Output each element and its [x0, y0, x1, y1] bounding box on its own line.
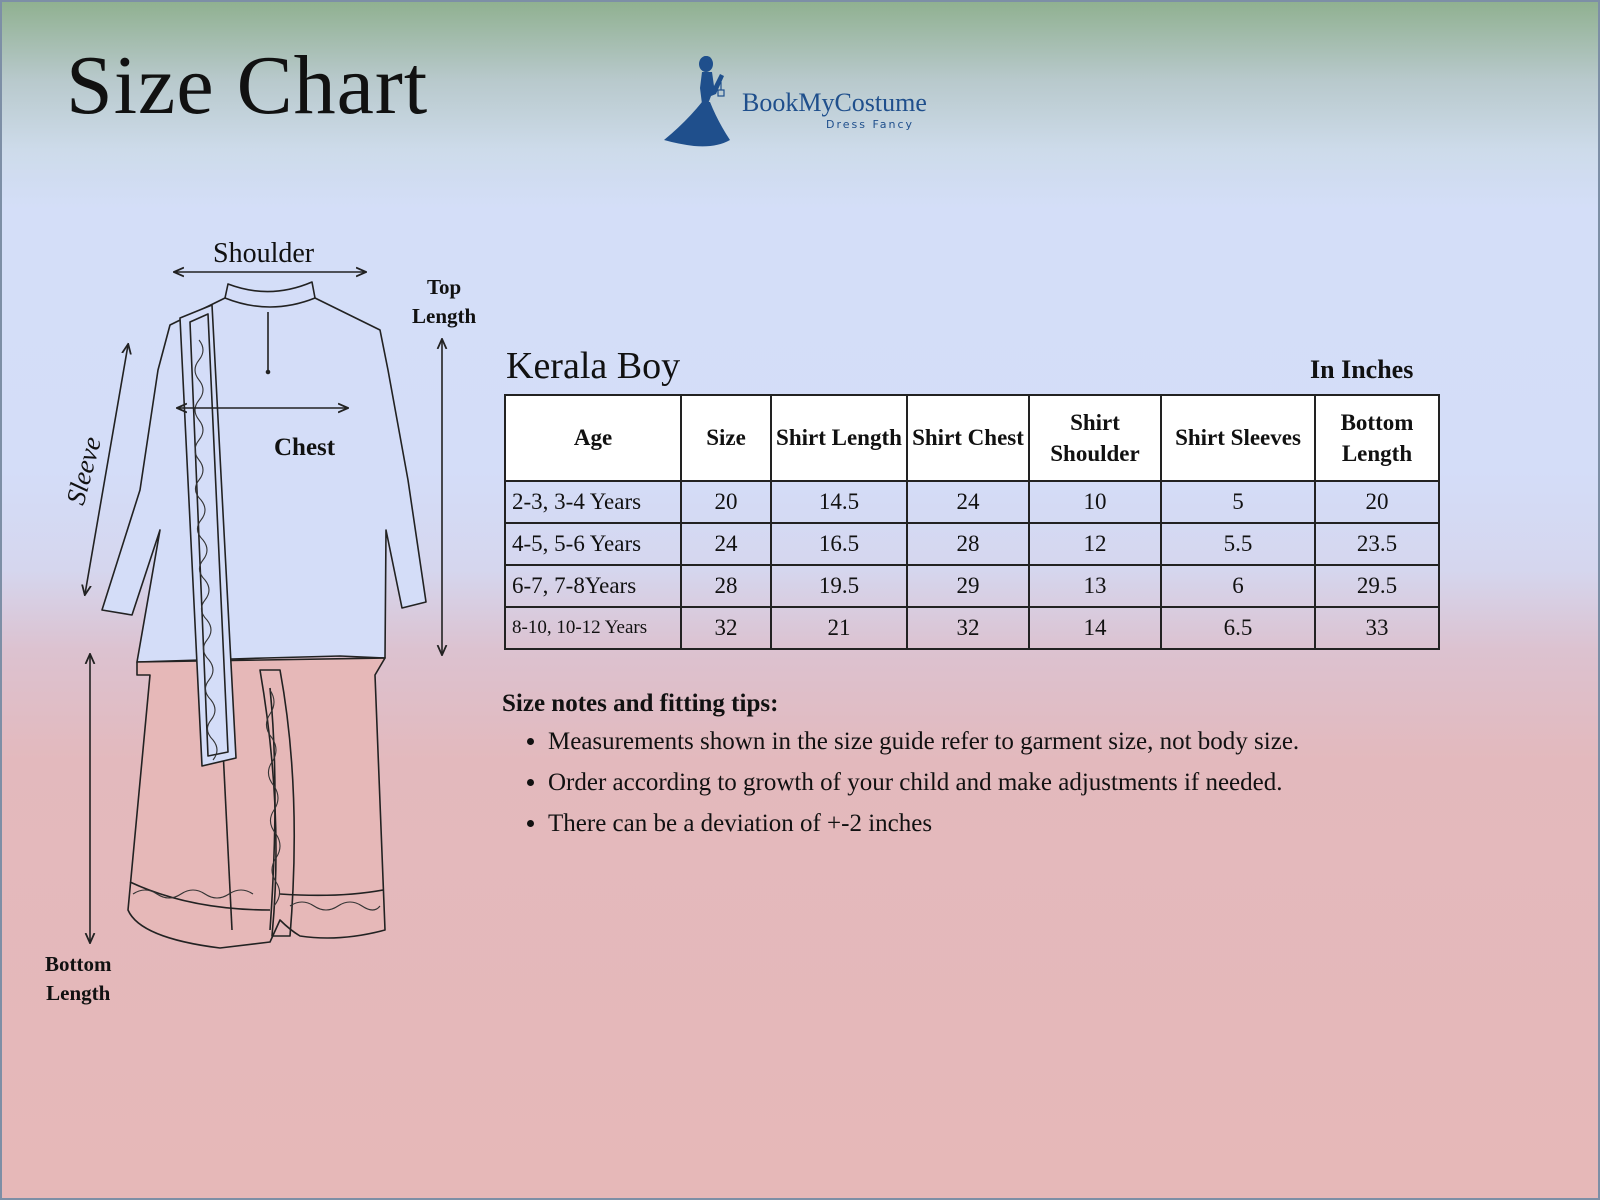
units-label: In Inches: [1310, 355, 1414, 384]
cell-shirt-sleeves: 6: [1161, 565, 1315, 607]
cell-shirt-chest: 24: [907, 481, 1029, 523]
cell-shirt-shoulder: 14: [1029, 607, 1161, 649]
notes-list: [502, 728, 1502, 838]
notes-heading: Size notes and fitting tips:: [502, 690, 779, 717]
top-length-label: Top Length: [412, 275, 477, 329]
size-table: [504, 394, 1440, 650]
cell-bottom-length: 20: [1315, 481, 1439, 523]
cell-shirt-shoulder: 10: [1029, 481, 1161, 523]
header-shirt-length: Shirt Length: [771, 395, 907, 481]
list-item: • Order according to growth of your child and make adjustments if needed.: [548, 769, 1502, 797]
kerala-boy-garment-diagram: [40, 230, 510, 1030]
cell-shirt-shoulder: 13: [1029, 565, 1161, 607]
bottom-length-label: Bottom Length: [45, 952, 112, 1006]
cell-shirt-length: 16.5: [771, 523, 907, 565]
cell-age: 8-10, 10-12 Years: [505, 607, 681, 649]
brand-tagline: Dress Fancy: [826, 118, 915, 131]
cell-bottom-length: 33: [1315, 607, 1439, 649]
cell-age: 6-7, 7-8Years: [505, 565, 681, 607]
brand-name: BookMyCostume: [742, 88, 927, 117]
cell-size: 32: [681, 607, 771, 649]
table-row: [505, 607, 1439, 649]
cell-shirt-shoulder: 12: [1029, 523, 1161, 565]
cell-shirt-chest: 28: [907, 523, 1029, 565]
cell-shirt-length: 14.5: [771, 481, 907, 523]
page-title: Size Chart: [66, 39, 429, 132]
cell-shirt-length: 21: [771, 607, 907, 649]
cell-size: 28: [681, 565, 771, 607]
cell-bottom-length: 23.5: [1315, 523, 1439, 565]
table-row: [505, 523, 1439, 565]
table-row: [505, 481, 1439, 523]
list-item: • There can be a deviation of +-2 inches: [548, 810, 1502, 838]
list-item: • Measurements shown in the size guide refer to garment size, not body size.: [548, 728, 1502, 756]
cell-shirt-chest: 29: [907, 565, 1029, 607]
cell-shirt-sleeves: 6.5: [1161, 607, 1315, 649]
cell-shirt-sleeves: 5: [1161, 481, 1315, 523]
header-shirt-shoulder: Shirt Shoulder: [1029, 395, 1161, 481]
costume-silhouette-icon: [664, 52, 744, 152]
sleeve-label: Sleeve: [60, 433, 108, 508]
table-header-row: [505, 395, 1439, 481]
cell-shirt-length: 19.5: [771, 565, 907, 607]
cell-age: 4-5, 5-6 Years: [505, 523, 681, 565]
header-size: Size: [681, 395, 771, 481]
cell-bottom-length: 29.5: [1315, 565, 1439, 607]
chest-label: Chest: [274, 434, 336, 461]
size-notes: [502, 690, 1502, 851]
table-row: [505, 565, 1439, 607]
brand-logo: [664, 52, 944, 152]
header-shirt-sleeves: Shirt Sleeves: [1161, 395, 1315, 481]
header-age: Age: [505, 395, 681, 481]
shoulder-label: Shoulder: [213, 238, 315, 269]
header-shirt-chest: Shirt Chest: [907, 395, 1029, 481]
table-title: Kerala Boy: [506, 345, 681, 387]
cell-size: 24: [681, 523, 771, 565]
cell-shirt-chest: 32: [907, 607, 1029, 649]
cell-age: 2-3, 3-4 Years: [505, 481, 681, 523]
cell-size: 20: [681, 481, 771, 523]
cell-shirt-sleeves: 5.5: [1161, 523, 1315, 565]
header-bottom-length: Bottom Length: [1315, 395, 1439, 481]
